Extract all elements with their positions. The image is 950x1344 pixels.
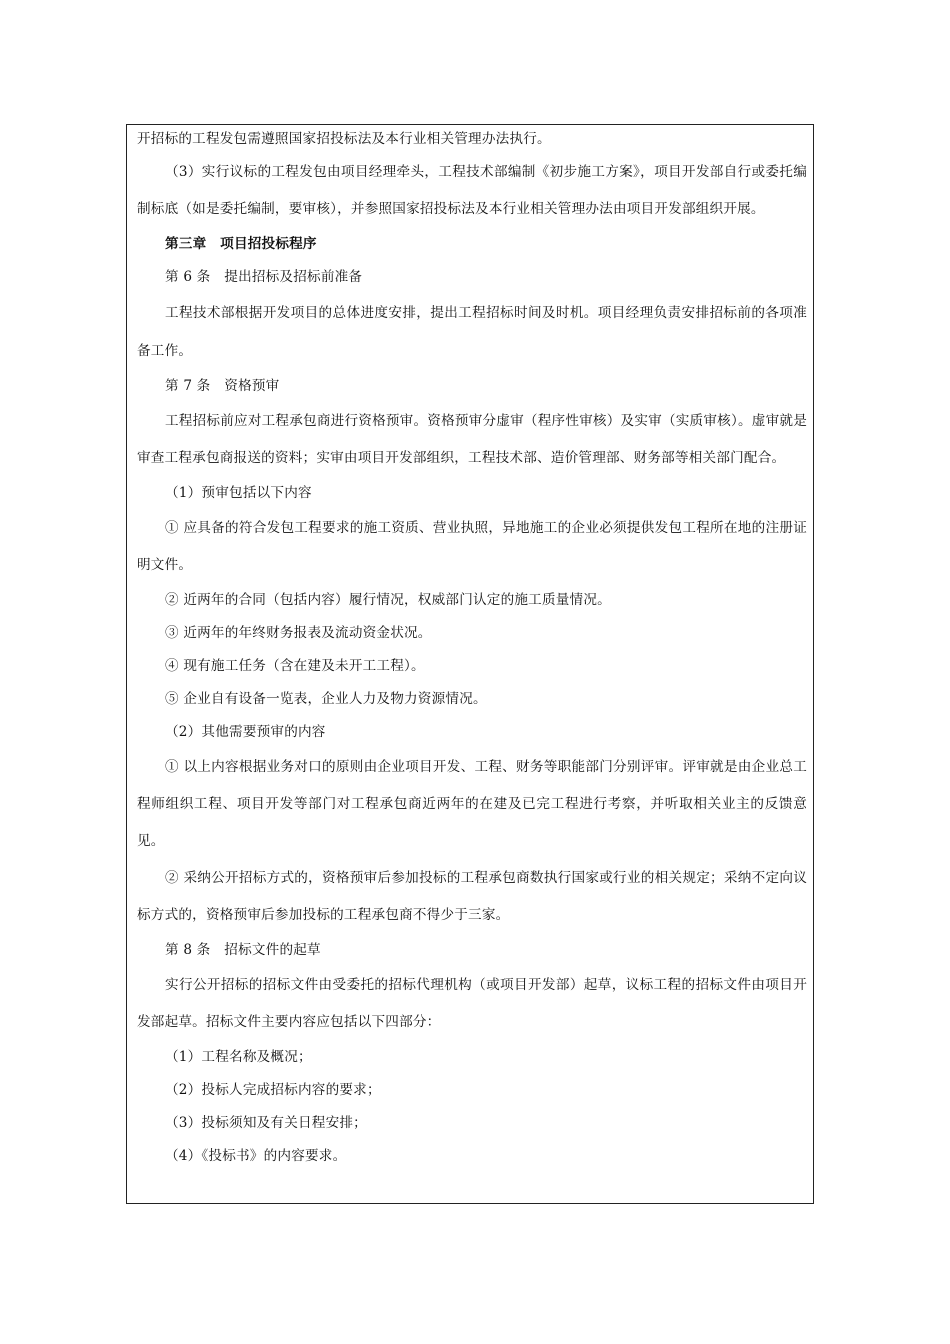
list-item-3: （3）投标须知及有关日程安排；	[165, 1115, 367, 1131]
document-body	[137, 124, 807, 1173]
article-6-heading: 第 6 条 提出招标及招标前准备	[165, 269, 363, 285]
list-item-4: （4）《投标书》的内容要求。	[165, 1148, 347, 1164]
paragraph-5: 工程技术部根据开发项目的总体进度安排，提出工程招标时间及时机。项目经理负责安排招标前的各项准备工作。	[137, 305, 807, 359]
paragraph-11: ③ 近两年的年终财务报表及流动资金状况。	[165, 625, 432, 641]
paragraph-18: 实行公开招标的招标文件由受委托的招标代理机构（或项目开发部）起草，议标工程的招标文件由项目开发部起草。招标文件主要内容应包括以下四部分：	[137, 977, 807, 1030]
paragraph-8: （1）预审包括以下内容	[165, 485, 312, 501]
paragraph-15: ① 以上内容根据业务对口的原则由企业项目开发、工程、财务等职能部门分别评审。评审就是由企业总工程师组织工程、项目开发等部门对工程承包商近两年的在建及已完工程进行考察，并听取相关业主的反馈意见。	[137, 759, 807, 849]
article-7-heading: 第 7 条 资格预审	[165, 378, 280, 394]
article-8-heading: 第 8 条 招标文件的起草	[165, 942, 321, 958]
paragraph-14: （2）其他需要预审的内容	[165, 724, 326, 740]
chapter-heading: 第三章 项目招投标程序	[165, 236, 317, 252]
paragraph-12: ④ 现有施工任务（含在建及未开工工程）。	[165, 658, 425, 674]
paragraph-2: （3）实行议标的工程发包由项目经理牵头，工程技术部编制《初步施工方案》，项目开发部自行或委托编制标底（如是委托编制，要审核），并参照国家招投标法及本行业相关管理办法由项目开发部组织开展。	[137, 164, 807, 217]
paragraph-13: ⑤ 企业自有设备一览表，企业人力及物力资源情况。	[165, 691, 487, 707]
list-item-1: （1）工程名称及概况；	[165, 1049, 312, 1065]
list-item-2: （2）投标人完成招标内容的要求；	[165, 1082, 381, 1098]
paragraph-7: 工程招标前应对工程承包商进行资格预审。资格预审分虚审（程序性审核）及实审（实质审核）。虚审就是审查工程承包商报送的资料；实审由项目开发部组织，工程技术部、造价管理部、财务部等相关部门配合。	[137, 413, 807, 466]
paragraph-1: 开招标的工程发包需遵照国家招投标法及本行业相关管理办法执行。	[137, 131, 551, 147]
paragraph-10: ② 近两年的合同（包括内容）履行情况，权威部门认定的施工质量情况。	[165, 592, 611, 608]
paragraph-9: ① 应具备的符合发包工程要求的施工资质、营业执照，异地施工的企业必须提供发包工程所在地的注册证明文件。	[137, 520, 807, 573]
paragraph-16: ② 采纳公开招标方式的，资格预审后参加投标的工程承包商数执行国家或行业的相关规定；采纳不定向议标方式的，资格预审后参加投标的工程承包商不得少于三家。	[137, 870, 807, 923]
